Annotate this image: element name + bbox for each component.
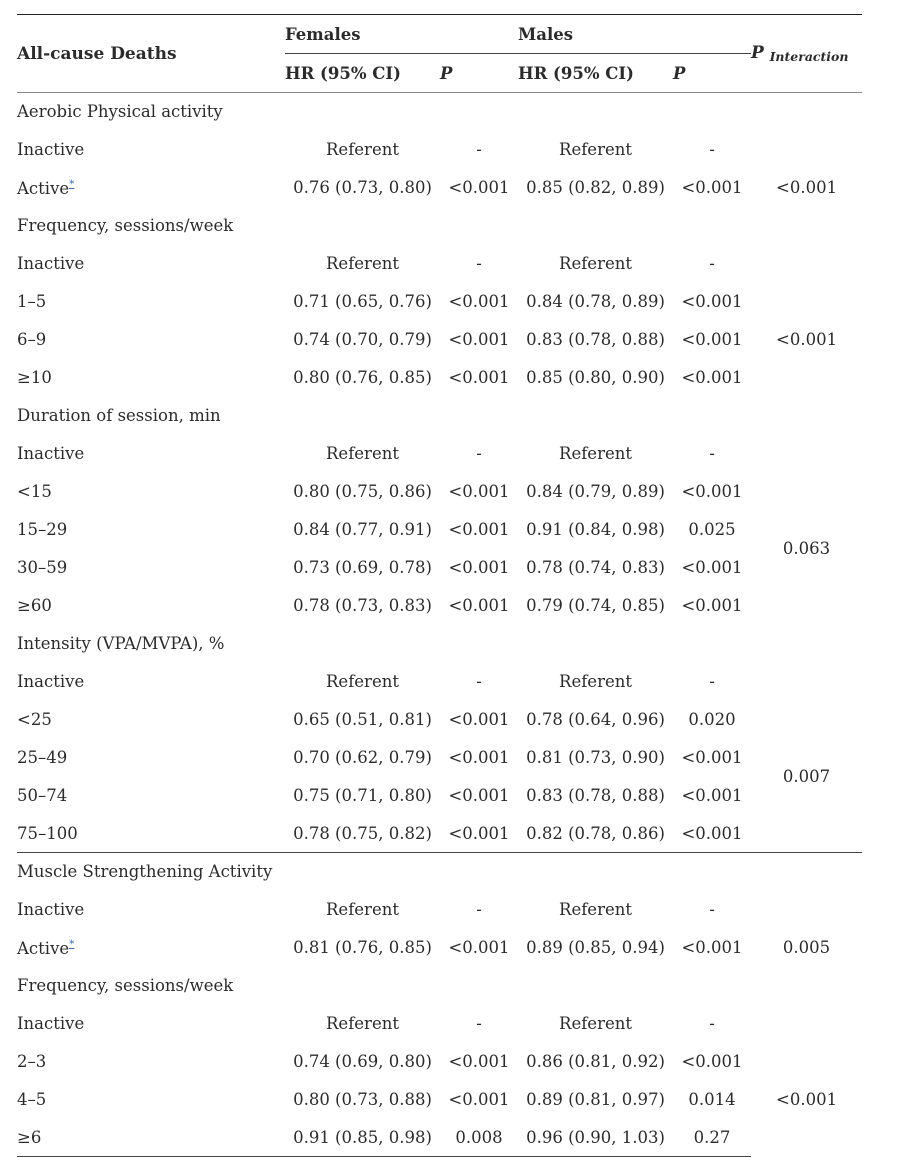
males-hr-header: HR (95% CI) <box>518 54 673 93</box>
row-label: Inactive <box>17 140 85 159</box>
hazard-ratio-table <box>17 14 862 1157</box>
table-row <box>17 1081 862 1119</box>
males-p-cell: <0.001 <box>681 178 743 197</box>
table-row <box>17 511 862 549</box>
table-row <box>17 131 862 169</box>
males-hr-cell: 0.78 (0.74, 0.83) <box>526 558 665 577</box>
females-p-cell: 0.008 <box>440 1119 518 1157</box>
females-p-header: P <box>440 54 518 93</box>
males-p-cell: - <box>709 900 715 919</box>
males-hr-cell: Referent <box>559 1014 632 1033</box>
males-p-cell: 0.025 <box>688 520 736 539</box>
row-label: <25 <box>17 710 52 729</box>
table-row <box>17 1043 862 1081</box>
females-hr-cell: 0.78 (0.75, 0.82) <box>293 823 432 843</box>
row-label: ≥10 <box>17 368 52 387</box>
females-p-cell: <0.001 <box>448 520 510 539</box>
females-hr-cell: 0.65 (0.51, 0.81) <box>293 710 432 729</box>
males-p-cell: <0.001 <box>681 558 743 577</box>
females-hr-cell: 0.80 (0.75, 0.86) <box>293 482 432 501</box>
table-row <box>17 549 862 587</box>
females-p-cell: <0.001 <box>448 330 510 349</box>
table-row <box>17 777 862 815</box>
males-p-cell: 0.020 <box>688 710 736 729</box>
row-label: 75–100 <box>17 823 78 843</box>
females-hr-cell: Referent <box>326 140 399 159</box>
row-label: Inactive <box>17 1014 85 1033</box>
males-p-cell: - <box>709 140 715 159</box>
females-hr-cell: Referent <box>326 1014 399 1033</box>
females-hr-cell: 0.80 (0.76, 0.85) <box>293 368 432 387</box>
table-row <box>17 587 862 625</box>
row-label: 2–3 <box>17 1052 47 1071</box>
table-corner-header: All-cause Deaths <box>17 15 285 93</box>
males-hr-cell: 0.78 (0.64, 0.96) <box>526 710 665 729</box>
table-row <box>17 169 862 207</box>
table-body <box>17 93 862 1157</box>
row-label: Active* <box>17 937 75 958</box>
row-label: ≥6 <box>17 1119 285 1157</box>
table-row <box>17 663 862 701</box>
males-hr-cell: 0.84 (0.79, 0.89) <box>526 482 665 501</box>
section-row <box>17 853 862 891</box>
females-p-cell: <0.001 <box>448 292 510 311</box>
females-p-cell: <0.001 <box>448 786 510 805</box>
males-p-cell: <0.001 <box>681 292 743 311</box>
table-row <box>17 815 862 853</box>
section-label: Duration of session, min <box>17 406 221 425</box>
males-hr-cell: 0.89 (0.85, 0.94) <box>526 938 665 957</box>
table-row <box>17 929 862 967</box>
table-row <box>17 435 862 473</box>
females-hr-cell: 0.80 (0.73, 0.88) <box>293 1090 432 1109</box>
table-row <box>17 1119 862 1157</box>
males-hr-cell: 0.79 (0.74, 0.85) <box>526 596 665 615</box>
males-hr-cell: Referent <box>559 444 632 463</box>
males-p-cell: <0.001 <box>681 786 743 805</box>
females-p-cell: - <box>476 672 482 691</box>
males-p-cell: 0.27 <box>673 1119 751 1157</box>
row-label: <15 <box>17 482 52 501</box>
females-p-cell: - <box>476 254 482 273</box>
females-hr-cell: Referent <box>326 254 399 273</box>
males-p-cell: <0.001 <box>681 330 743 349</box>
females-group-header: Females <box>285 15 518 54</box>
row-label: 1–5 <box>17 292 47 311</box>
females-p-cell: <0.001 <box>448 1052 510 1071</box>
p-interaction-cell <box>751 663 862 701</box>
p-interaction-cell: <0.001 <box>776 330 838 349</box>
p-interaction-cell: 0.007 <box>782 766 831 786</box>
females-hr-cell: 0.71 (0.65, 0.76) <box>293 292 432 311</box>
males-hr-cell: 0.91 (0.84, 0.98) <box>526 520 665 539</box>
p-interaction-cell <box>751 245 862 283</box>
females-hr-cell: 0.74 (0.70, 0.79) <box>293 330 432 349</box>
females-p-cell: <0.001 <box>448 938 510 957</box>
table-row <box>17 739 862 777</box>
row-label: 15–29 <box>17 520 68 539</box>
males-group-header: Males <box>518 15 751 54</box>
row-label: Inactive <box>17 254 85 273</box>
table-row <box>17 283 862 321</box>
males-hr-cell: 0.82 (0.78, 0.86) <box>526 823 665 843</box>
p-interaction-cell <box>751 435 862 473</box>
females-p-cell: - <box>476 1014 482 1033</box>
males-p-cell: - <box>709 444 715 463</box>
males-hr-cell: 0.96 (0.90, 1.03) <box>518 1119 673 1157</box>
section-row <box>17 625 862 663</box>
females-hr-header: HR (95% CI) <box>285 54 440 93</box>
females-hr-cell: 0.74 (0.69, 0.80) <box>293 1052 432 1071</box>
p-interaction-cell: <0.001 <box>776 1090 838 1109</box>
males-p-cell: <0.001 <box>681 368 743 387</box>
females-hr-cell: 0.78 (0.73, 0.83) <box>293 596 432 615</box>
p-interaction-cell <box>751 891 862 929</box>
males-p-cell: <0.001 <box>681 1052 743 1071</box>
females-p-cell: <0.001 <box>448 823 510 843</box>
p-interaction-cell <box>751 1005 862 1043</box>
row-label: Active* <box>17 177 75 198</box>
row-label: 6–9 <box>17 330 47 349</box>
row-label: Inactive <box>17 900 85 919</box>
p-interaction-cell: 0.005 <box>782 938 831 957</box>
females-hr-cell: 0.81 (0.76, 0.85) <box>293 938 432 957</box>
section-row <box>17 93 862 131</box>
section-row <box>17 397 862 435</box>
females-hr-cell: Referent <box>326 672 399 691</box>
females-p-cell: <0.001 <box>448 748 510 767</box>
table-row <box>17 359 862 397</box>
females-hr-cell: Referent <box>326 900 399 919</box>
row-label: 4–5 <box>17 1090 47 1109</box>
females-p-cell: - <box>476 140 482 159</box>
females-hr-cell: 0.76 (0.73, 0.80) <box>293 178 432 197</box>
males-p-header: P <box>673 54 751 93</box>
table-row <box>17 473 862 511</box>
p-interaction-header: P $_{Interaction}$ <box>751 15 862 93</box>
females-p-cell: <0.001 <box>448 596 510 615</box>
section-label: Frequency, sessions/week <box>17 976 234 995</box>
males-p-cell: <0.001 <box>681 596 743 615</box>
p-interaction-cell: 0.063 <box>782 539 831 558</box>
males-p-cell: 0.014 <box>688 1090 736 1109</box>
females-p-cell: - <box>476 900 482 919</box>
males-p-cell: - <box>709 1014 715 1033</box>
footnote-link[interactable]: * <box>69 937 75 950</box>
footnote-link[interactable]: * <box>69 177 75 190</box>
males-p-cell: <0.001 <box>681 748 743 767</box>
females-p-cell: <0.001 <box>448 558 510 577</box>
p-interaction-cell <box>751 131 862 169</box>
males-p-cell: <0.001 <box>681 482 743 501</box>
males-p-cell: <0.001 <box>681 938 743 957</box>
row-label: ≥60 <box>17 596 52 615</box>
section-row <box>17 207 862 245</box>
females-hr-cell: 0.70 (0.62, 0.79) <box>293 748 432 767</box>
section-row <box>17 967 862 1005</box>
females-hr-cell: Referent <box>326 444 399 463</box>
males-hr-cell: Referent <box>559 140 632 159</box>
row-label: 25–49 <box>17 748 68 767</box>
males-hr-cell: 0.85 (0.80, 0.90) <box>526 368 665 387</box>
females-p-cell: - <box>476 444 482 463</box>
section-label: Muscle Strengthening Activity <box>17 853 862 891</box>
females-hr-cell: 0.73 (0.69, 0.78) <box>293 558 432 577</box>
males-hr-cell: 0.86 (0.81, 0.92) <box>526 1052 665 1071</box>
males-p-cell: - <box>709 672 715 691</box>
males-hr-cell: Referent <box>559 900 632 919</box>
table-row <box>17 1005 862 1043</box>
females-p-cell: <0.001 <box>448 368 510 387</box>
females-hr-cell: 0.91 (0.85, 0.98) <box>285 1119 440 1157</box>
females-hr-cell: 0.84 (0.77, 0.91) <box>293 520 432 539</box>
row-label: Inactive <box>17 672 85 691</box>
table-row <box>17 245 862 283</box>
males-hr-cell: 0.89 (0.81, 0.97) <box>526 1090 665 1109</box>
females-hr-cell: 0.75 (0.71, 0.80) <box>293 786 432 805</box>
males-hr-cell: 0.83 (0.78, 0.88) <box>526 786 665 805</box>
table-row <box>17 891 862 929</box>
section-label: Aerobic Physical activity <box>17 102 223 122</box>
males-hr-cell: 0.85 (0.82, 0.89) <box>526 178 665 197</box>
females-p-cell: <0.001 <box>448 1090 510 1109</box>
females-p-cell: <0.001 <box>448 178 510 197</box>
females-p-cell: <0.001 <box>448 482 510 501</box>
table-row <box>17 321 862 359</box>
males-p-cell: - <box>709 254 715 273</box>
section-label: Frequency, sessions/week <box>17 216 234 235</box>
p-interaction-cell: <0.001 <box>776 178 838 197</box>
males-hr-cell: 0.81 (0.73, 0.90) <box>526 748 665 767</box>
males-hr-cell: 0.84 (0.78, 0.89) <box>526 292 665 311</box>
females-p-cell: <0.001 <box>448 710 510 729</box>
row-label: 50–74 <box>17 786 68 805</box>
males-p-cell: <0.001 <box>681 823 743 843</box>
males-hr-cell: 0.83 (0.78, 0.88) <box>526 330 665 349</box>
row-label: 30–59 <box>17 558 68 577</box>
row-label: Inactive <box>17 444 85 463</box>
table-row <box>17 701 862 739</box>
males-hr-cell: Referent <box>559 672 632 691</box>
section-label: Intensity (VPA/MVPA), % <box>17 634 225 653</box>
males-hr-cell: Referent <box>559 254 632 273</box>
